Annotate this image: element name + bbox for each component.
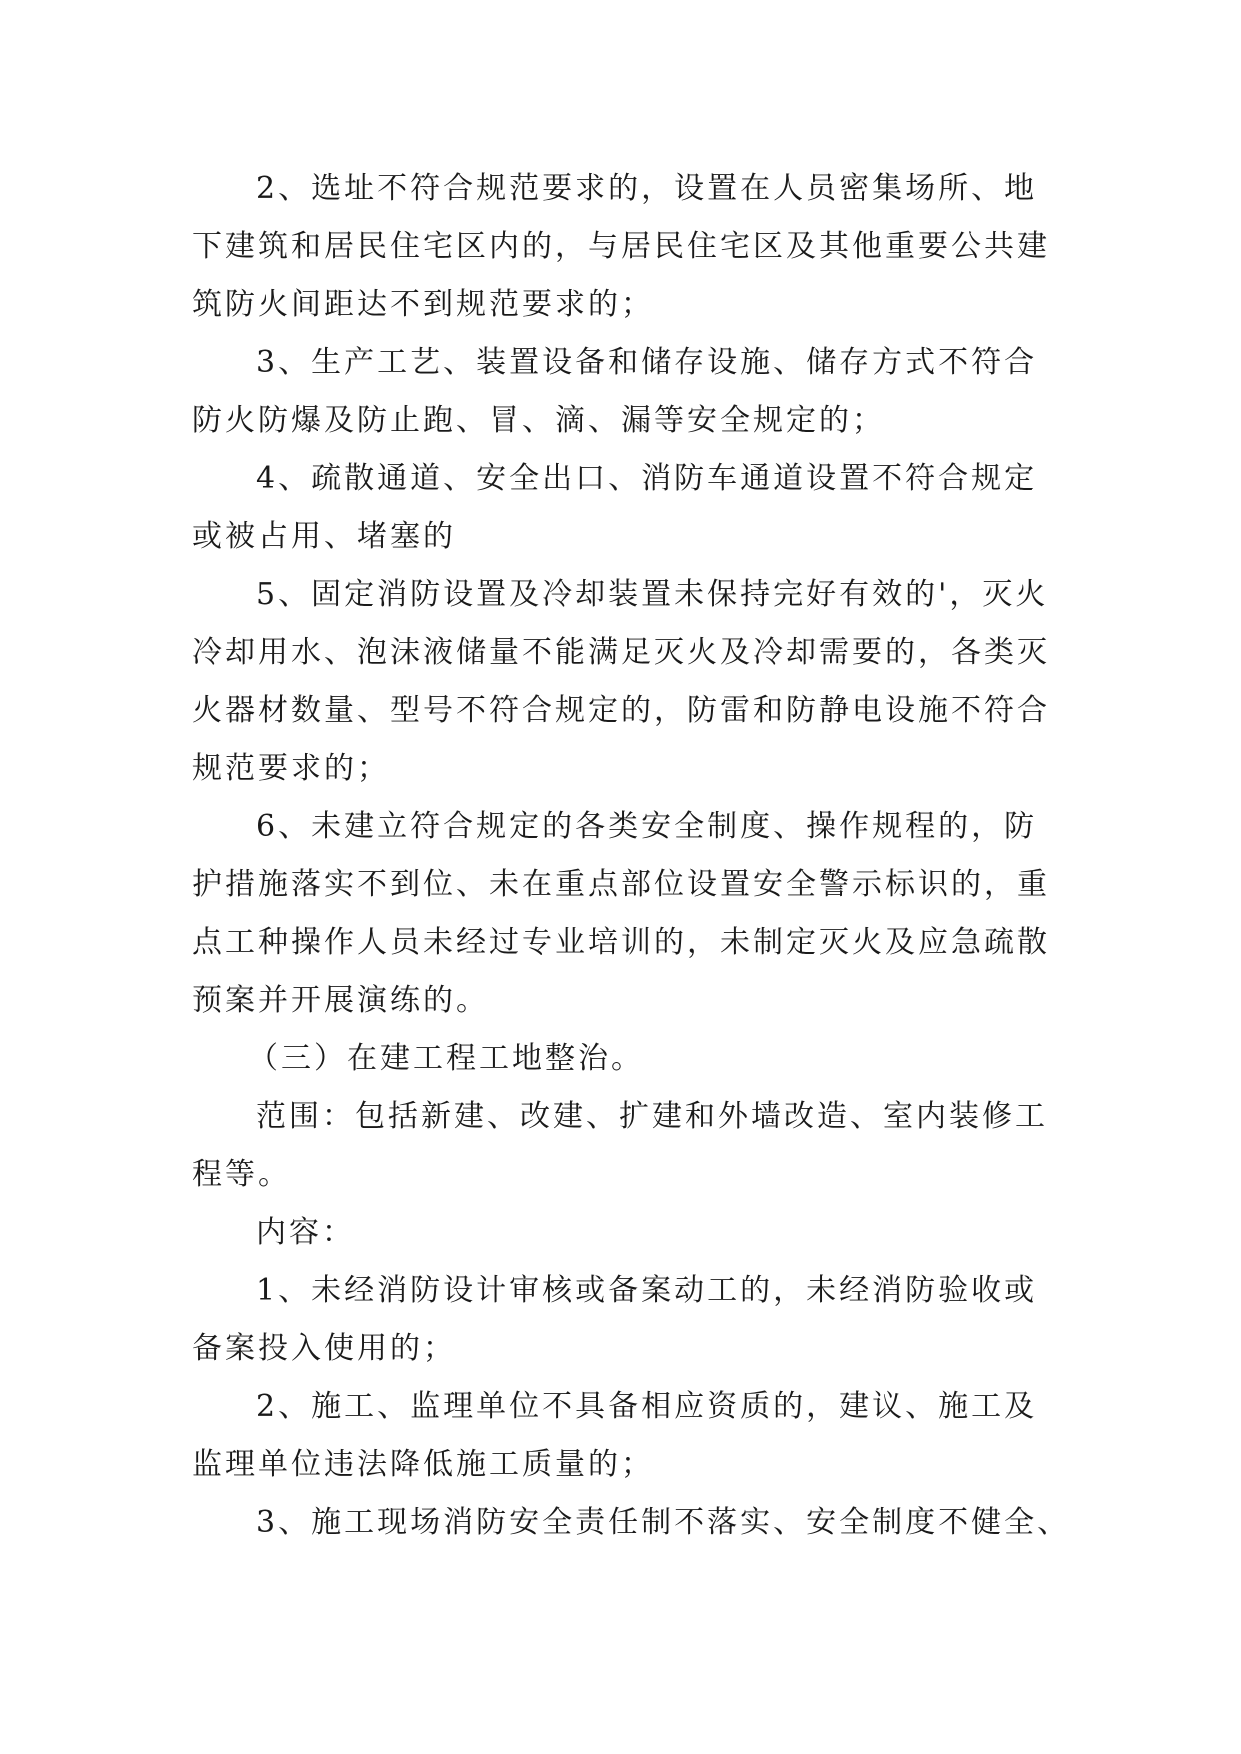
paragraph-item-2-site: 2、选址不符合规范要求的，设置在人员密集场所、地下建筑和居民住宅区内的，与居民住宅区及其他重要公共建筑防火间距达不到规范要求的； xyxy=(192,171,1050,322)
paragraph-item-6-safety-system: 6、未建立符合规定的各类安全制度、操作规程的，防护措施落实不到位、未在重点部位设置安全警示标识的，重点工种操作人员未经过专业培训的，未制定灭火及应急疏散预案并开展演练的。 xyxy=(192,809,1050,1018)
paragraph-item-3-responsibility: 3、施工现场消防安全责任制不落实、安全制度不健全、 xyxy=(256,1505,1071,1540)
paragraph-item-4-evacuation: 4、疏散通道、安全出口、消防车通道设置不符合规定或被占用、堵塞的 xyxy=(192,461,1038,554)
paragraph-content-label: 内容： xyxy=(256,1215,355,1250)
paragraph-item-2-qualification: 2、施工、监理单位不具备相应资质的，建议、施工及监理单位违法降低施工质量的； xyxy=(192,1389,1038,1482)
paragraph-item-5-fire-equipment: 5、固定消防设置及冷却装置未保持完好有效的'，灭火冷却用水、泡沫液储量不能满足灭火及冷却需要的，各类灭火器材数量、型号不符合规定的，防雷和防静电设施不符合规范要求的； xyxy=(192,577,1050,786)
paragraph-item-3-process: 3、生产工艺、装置设备和储存设施、储存方式不符合防火防爆及防止跑、冒、滴、漏等安全规定的； xyxy=(192,345,1038,438)
paragraph-scope: 范围：包括新建、改建、扩建和外墙改造、室内装修工程等。 xyxy=(192,1099,1048,1192)
document-body xyxy=(192,160,1071,1552)
section-heading-construction: （三）在建工程工地整治。 xyxy=(248,1041,644,1076)
paragraph-item-1-review: 1、未经消防设计审核或备案动工的，未经消防验收或备案投入使用的； xyxy=(192,1273,1038,1366)
